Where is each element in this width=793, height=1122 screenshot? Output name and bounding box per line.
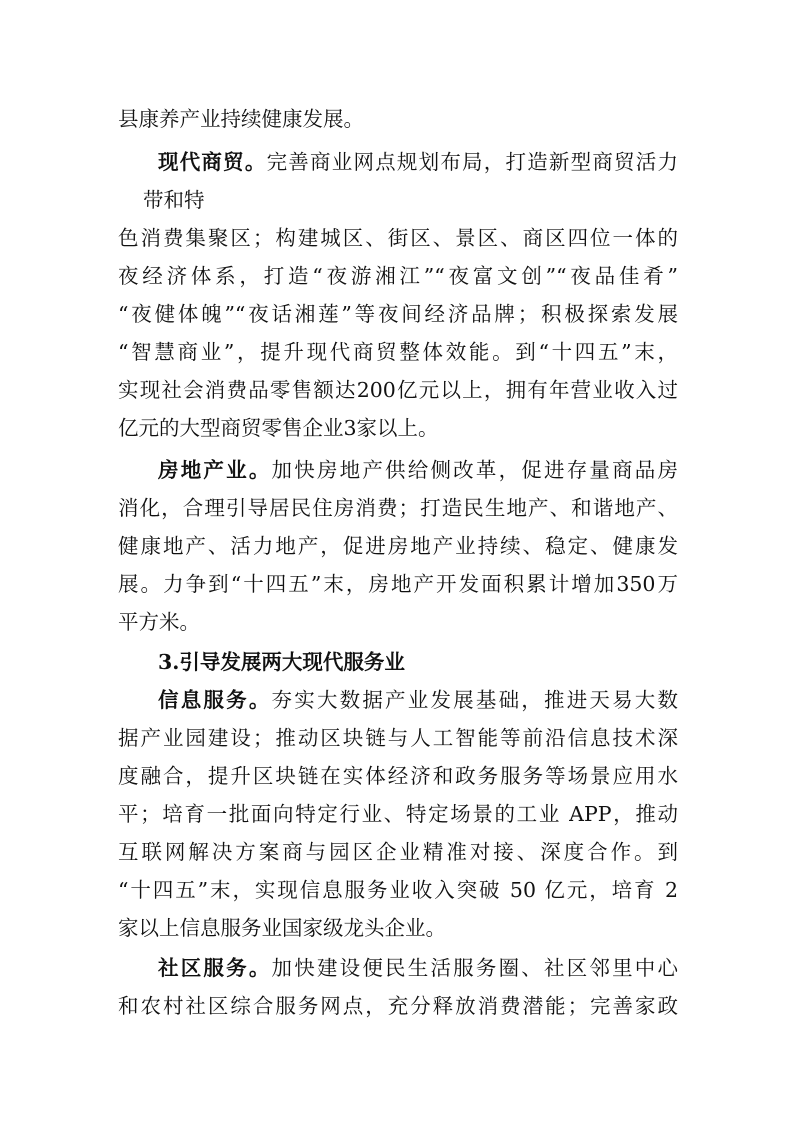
text-line: 消化，合理引导居民住房消费；打造民生地产、和谐地产、	[118, 496, 678, 520]
paragraph-heading: 现代商贸。	[158, 150, 267, 174]
text-line: 健康地产、活力地产，促进房地产业持续、稳定、健康发	[118, 534, 678, 558]
paragraph-first-line	[158, 145, 678, 179]
text-span: 加快房地产供给侧改革，促进存量商品房	[271, 458, 678, 482]
text-line: 互联网解决方案商与园区企业精准对接、深度合作。到	[118, 840, 678, 864]
text-line: 亿元的大型商贸零售企业3家以上。	[118, 416, 439, 440]
paragraph-heading: 房地产业。	[158, 458, 272, 482]
text-line: 带和特	[143, 188, 205, 212]
text-line: 平；培育一批面向特定行业、特定场景的工业 APP，推动	[118, 802, 678, 826]
text-line: 和农村社区综合服务网点，充分释放消费潜能；完善家政	[118, 994, 678, 1018]
text-line: “夜健体魄”“夜话湘莲”等夜间经济品牌；积极探索发展	[118, 302, 678, 326]
text-line: “智慧商业”，提升现代商贸整体效能。到“十四五”末，	[118, 340, 678, 364]
text-line: 据产业园建设；推动区块链与人工智能等前沿信息技术深	[118, 726, 678, 750]
text-line: 实现社会消费品零售额达200亿元以上，拥有年营业收入过	[118, 378, 678, 402]
paragraph-first-line	[158, 683, 678, 717]
text-line: 展。力争到“十四五”末，房地产开发面积累计增加350万	[118, 572, 678, 596]
text-line: 县康养产业持续健康发展。	[118, 107, 364, 131]
text-line: 夜经济体系，打造“夜游湘江”“夜富文创”“夜品佳肴”	[118, 264, 678, 288]
paragraph-first-line	[158, 453, 678, 487]
text-line: 家以上信息服务业国家级龙头企业。	[118, 916, 446, 940]
paragraph-first-line	[158, 951, 678, 985]
text-span: 夯实大数据产业发展基础，推进天易大数	[271, 688, 678, 712]
text-line: “十四五”末，实现信息服务业收入突破 50 亿元，培育 2	[118, 878, 678, 902]
text-span: 完善商业网点规划布局，打造新型商贸活力	[266, 150, 678, 174]
text-line: 平方米。	[118, 610, 200, 634]
paragraph-heading: 信息服务。	[158, 688, 272, 712]
text-line: 度融合，提升区块链在实体经济和政务服务等场景应用水	[118, 764, 678, 788]
paragraph-heading: 社区服务。	[158, 956, 272, 980]
text-line: 色消费集聚区；构建城区、街区、景区、商区四位一体的	[118, 226, 678, 250]
text-span: 加快建设便民生活服务圈、社区邻里中心	[271, 956, 678, 980]
section-heading: 3.引导发展两大现代服务业	[158, 650, 405, 674]
